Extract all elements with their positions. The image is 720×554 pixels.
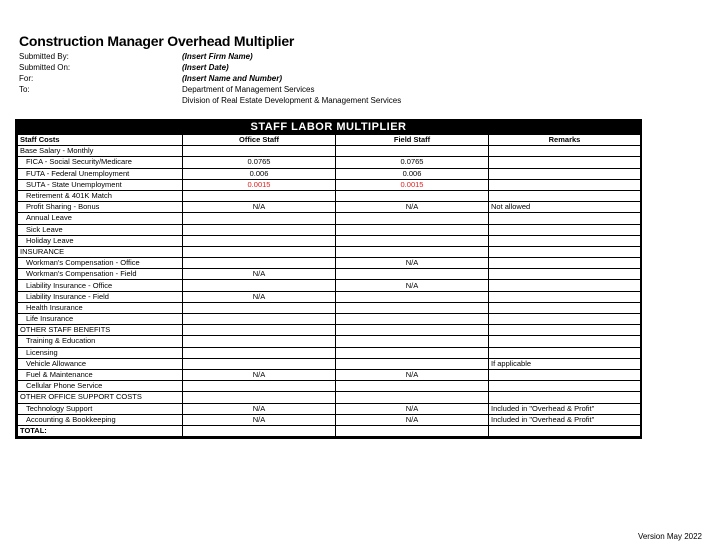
cell-office-staff: N/A [183, 291, 336, 302]
cell-remarks [489, 336, 641, 347]
table-row [18, 235, 641, 246]
cell-field-staff [336, 392, 489, 403]
cell-remarks [489, 314, 641, 325]
cell-remarks: If applicable [489, 358, 641, 369]
cell-field-staff [336, 358, 489, 369]
cell-remarks: Included in "Overhead & Profit" [489, 414, 641, 425]
cell-remarks [489, 392, 641, 403]
meta-label: For: [19, 74, 34, 83]
meta-value: Department of Management Services [182, 85, 315, 94]
cell-staff-cost: Health Insurance [18, 302, 183, 313]
cell-staff-cost: Accounting & Bookkeeping [18, 414, 183, 425]
cell-staff-cost: FUTA - Federal Unemployment [18, 168, 183, 179]
table-row [18, 246, 641, 257]
cell-staff-cost: Workman's Compensation - Office [18, 258, 183, 269]
cell-field-staff: 0.0765 [336, 157, 489, 168]
cell-office-staff [183, 235, 336, 246]
cell-remarks [489, 269, 641, 280]
cell-office-staff [183, 358, 336, 369]
header-staff-costs: Staff Costs [18, 135, 183, 146]
cell-office-staff [183, 314, 336, 325]
cell-remarks [489, 190, 641, 201]
cell-office-staff [183, 246, 336, 257]
cell-staff-cost: Life Insurance [18, 314, 183, 325]
header-field-staff: Field Staff [336, 135, 489, 146]
page-title: Construction Manager Overhead Multiplier [19, 33, 295, 49]
cell-field-staff: 0.006 [336, 168, 489, 179]
table-row [18, 280, 641, 291]
meta-label [19, 95, 182, 106]
cell-field-staff [336, 235, 489, 246]
cell-staff-cost: Annual Leave [18, 213, 183, 224]
total-cell [336, 425, 489, 436]
meta-value: (Insert Name and Number) [182, 74, 283, 83]
cell-field-staff: N/A [336, 258, 489, 269]
table-row [18, 157, 641, 168]
cell-staff-cost: Fuel & Maintenance [18, 369, 183, 380]
cell-field-staff [336, 336, 489, 347]
cell-office-staff: N/A [183, 269, 336, 280]
table-row [18, 168, 641, 179]
staff-labor-multiplier-table [15, 119, 642, 439]
table-header-row [18, 135, 641, 146]
meta-value: (Insert Date) [182, 63, 229, 72]
header-office-staff: Office Staff [183, 135, 336, 146]
cell-staff-cost: Profit Sharing - Bonus [18, 202, 183, 213]
cell-staff-cost: Base Salary - Monthly [18, 146, 183, 157]
cell-field-staff [336, 302, 489, 313]
cell-field-staff: N/A [336, 369, 489, 380]
cell-remarks [489, 291, 641, 302]
cell-remarks [489, 224, 641, 235]
cell-staff-cost: Vehicle Allowance [18, 358, 183, 369]
version-label: Version May 2022 [637, 532, 702, 541]
cell-remarks [489, 179, 641, 190]
table-row [18, 224, 641, 235]
cell-office-staff [183, 213, 336, 224]
cell-remarks [489, 168, 641, 179]
cell-office-staff: N/A [183, 403, 336, 414]
meta-label: To: [19, 85, 30, 94]
cell-staff-cost: Licensing [18, 347, 183, 358]
cell-office-staff: 0.0015 [183, 179, 336, 190]
cell-office-staff [183, 302, 336, 313]
cell-office-staff [183, 146, 336, 157]
cell-office-staff: 0.006 [183, 168, 336, 179]
cell-staff-cost: INSURANCE [18, 246, 183, 257]
cell-field-staff [336, 269, 489, 280]
table-row [18, 369, 641, 380]
total-cell [489, 425, 641, 436]
cell-remarks: Not allowed [489, 202, 641, 213]
table-row [18, 392, 641, 403]
table-row [18, 325, 641, 336]
cell-office-staff [183, 347, 336, 358]
header-remarks: Remarks [489, 135, 641, 146]
cell-staff-cost: Holiday Leave [18, 235, 183, 246]
cell-field-staff [336, 246, 489, 257]
cell-staff-cost: Training & Education [18, 336, 183, 347]
meta-row [19, 73, 519, 84]
table-row [18, 336, 641, 347]
cell-remarks [489, 146, 641, 157]
cell-field-staff [336, 381, 489, 392]
cell-field-staff: N/A [336, 414, 489, 425]
cell-staff-cost: SUTA - State Unemployment [18, 179, 183, 190]
cell-field-staff [336, 325, 489, 336]
submission-info [19, 51, 519, 106]
cell-staff-cost: FICA - Social Security/Medicare [18, 157, 183, 168]
cell-staff-cost: Sick Leave [18, 224, 183, 235]
cell-office-staff [183, 381, 336, 392]
cell-field-staff [336, 190, 489, 201]
cell-office-staff: N/A [183, 414, 336, 425]
cell-field-staff [336, 224, 489, 235]
meta-value: Division of Real Estate Development & Management Services [182, 96, 402, 105]
cell-field-staff [336, 347, 489, 358]
total-row [18, 425, 641, 436]
cell-field-staff: N/A [336, 202, 489, 213]
cell-staff-cost: Workman's Compensation - Field [18, 269, 183, 280]
table-row [18, 291, 641, 302]
table-row [18, 302, 641, 313]
cell-field-staff [336, 146, 489, 157]
table-row [18, 190, 641, 201]
table-row [18, 146, 641, 157]
table-row [18, 202, 641, 213]
cell-remarks [489, 157, 641, 168]
cell-remarks [489, 258, 641, 269]
cell-remarks [489, 302, 641, 313]
table-row [18, 414, 641, 425]
cell-office-staff: N/A [183, 202, 336, 213]
table-row [18, 314, 641, 325]
table-row [18, 213, 641, 224]
meta-value: (Insert Firm Name) [182, 52, 253, 61]
cell-field-staff [336, 291, 489, 302]
cell-office-staff [183, 280, 336, 291]
cell-office-staff [183, 258, 336, 269]
cell-staff-cost: Cellular Phone Service [18, 381, 183, 392]
table-row [18, 403, 641, 414]
meta-row [19, 62, 519, 73]
cell-staff-cost: Liability Insurance - Office [18, 280, 183, 291]
cell-office-staff: N/A [183, 369, 336, 380]
total-cell [183, 425, 336, 436]
cell-remarks [489, 369, 641, 380]
table-row [18, 269, 641, 280]
meta-label: Submitted On: [19, 63, 71, 72]
table-row [18, 258, 641, 269]
cell-staff-cost: Retirement & 401K Match [18, 190, 183, 201]
cell-remarks [489, 213, 641, 224]
table-row [18, 381, 641, 392]
cell-office-staff [183, 190, 336, 201]
cell-staff-cost: Technology Support [18, 403, 183, 414]
cell-office-staff [183, 325, 336, 336]
cell-remarks [489, 280, 641, 291]
meta-row [19, 51, 519, 62]
cell-staff-cost: OTHER OFFICE SUPPORT COSTS [18, 392, 183, 403]
cell-field-staff: N/A [336, 403, 489, 414]
cell-office-staff [183, 224, 336, 235]
meta-row [19, 84, 519, 95]
cell-field-staff [336, 213, 489, 224]
meta-label: Submitted By: [19, 52, 69, 61]
meta-row [19, 95, 519, 106]
cell-field-staff: 0.0015 [336, 179, 489, 190]
table-row [18, 179, 641, 190]
cell-staff-cost: Liability Insurance - Field [18, 291, 183, 302]
table-row [18, 347, 641, 358]
cell-office-staff [183, 336, 336, 347]
cell-field-staff: N/A [336, 280, 489, 291]
cell-remarks [489, 246, 641, 257]
cell-office-staff [183, 392, 336, 403]
table-banner: STAFF LABOR MULTIPLIER [17, 121, 640, 134]
cell-field-staff [336, 314, 489, 325]
cell-staff-cost: OTHER STAFF BENEFITS [18, 325, 183, 336]
total-label: TOTAL: [18, 425, 183, 436]
cell-office-staff: 0.0765 [183, 157, 336, 168]
table-row [18, 358, 641, 369]
cell-remarks [489, 325, 641, 336]
cell-remarks [489, 235, 641, 246]
cell-remarks [489, 347, 641, 358]
cell-remarks [489, 381, 641, 392]
cell-remarks: Included in "Overhead & Profit" [489, 403, 641, 414]
